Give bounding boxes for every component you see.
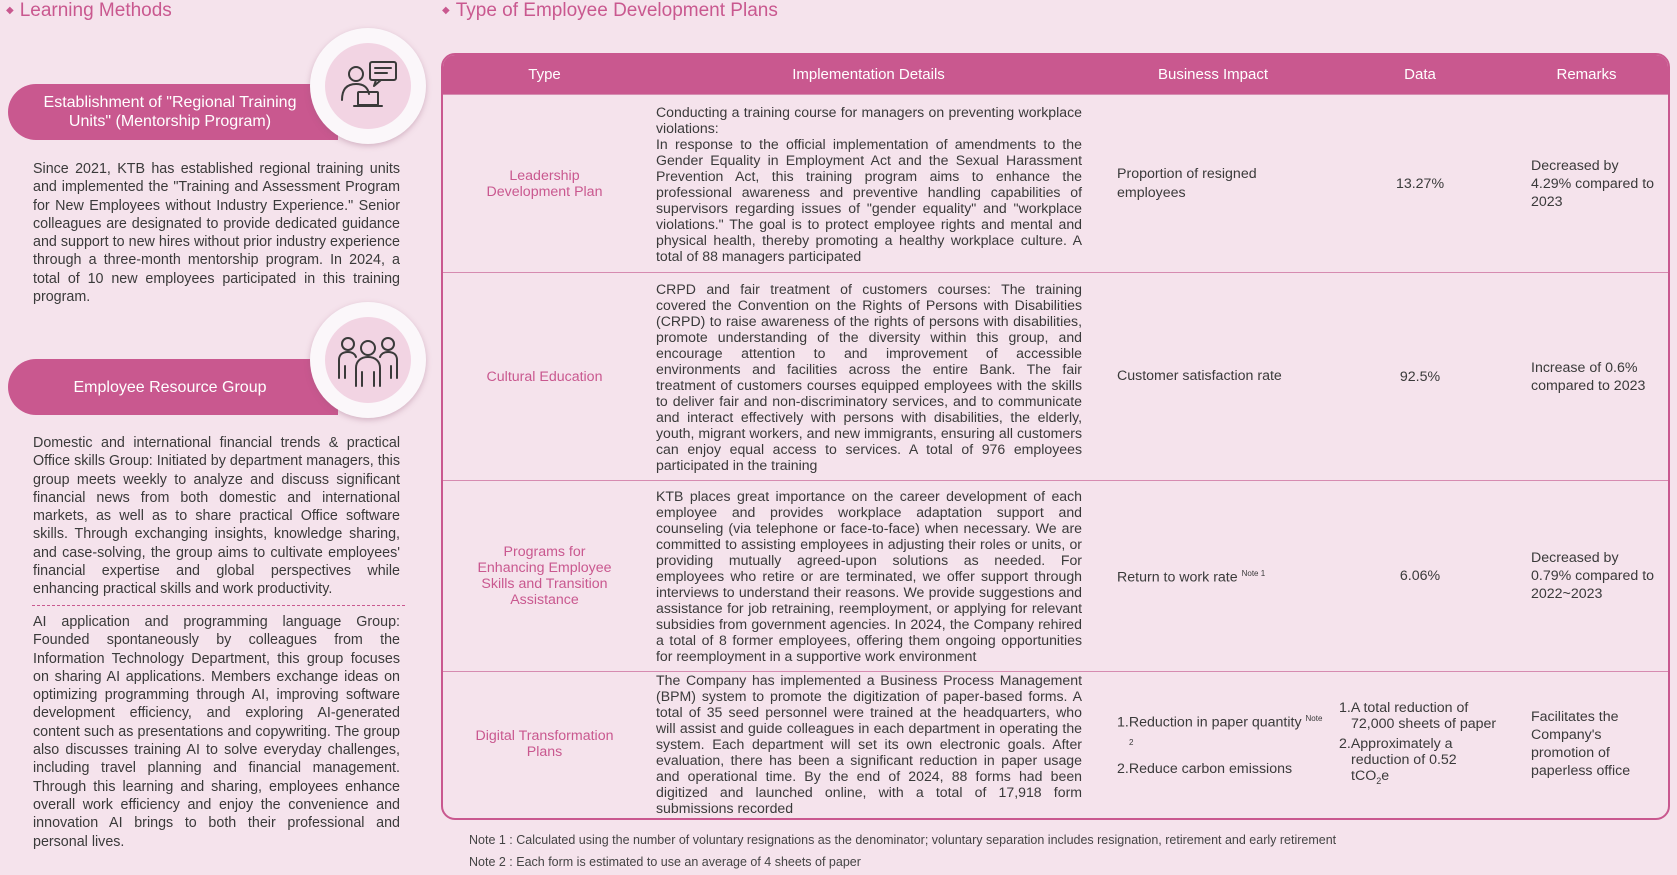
employee-resource-group-banner-text: Employee Resource Group [73, 378, 267, 396]
row-data [1335, 672, 1505, 817]
financial-group-description: Domestic and international financial trends & practical Office skills Group: Initiated by department managers, this group meets weekly to analyze and discuss significant financial news from both domestic and international markets, as well as to share practical Office software skills. Through exchanging insights, knowledge sharing, and case-solving, the group aims to cultivate employees' financial expertise and global perspectives while enhancing practical skills and work productivity. [33, 435, 400, 598]
impact-item [1117, 709, 1327, 756]
mentor-laptop-icon [336, 58, 400, 114]
row-type: Leadership Development Plan [443, 95, 646, 273]
data-item [1339, 736, 1497, 789]
learning-methods-title [6, 0, 172, 22]
employee-resource-group-banner [8, 359, 338, 415]
mentorship-banner-text: Establishment of "Regional Training Units" (Mentorship Program) [43, 94, 297, 130]
row-data: 13.27% [1335, 95, 1505, 273]
development-plans-table-container [441, 53, 1670, 820]
mentorship-icon-badge [310, 28, 426, 144]
row-type: Cultural Education [443, 273, 646, 481]
row-type: Programs for Enhancing Employee Skills and Transition Assistance [443, 481, 646, 672]
resource-group-icon-badge [310, 302, 426, 418]
mentorship-banner [8, 84, 338, 140]
row-data: 92.5% [1335, 273, 1505, 481]
mentorship-description: Since 2021, KTB has established regional training units and implemented the "Training and Assessment Program for New Employees without Industry Experience." Senior colleagues are designated to provide dedicated guidance and support to new hires without prior industry experience through a three-month mentorship program. In 2024, a total of 10 new employees participated in this training program. [33, 161, 400, 306]
footnote-1: Note 1 : Calculated using the number of voluntary resignations as the denominator; voluntary separation includes resignation, retirement and early retirement [469, 833, 1337, 847]
table-row [443, 672, 1668, 817]
row-remarks: Decreased by 4.29% compared to 2023 [1505, 95, 1668, 273]
row-details [646, 95, 1091, 273]
row-remarks: Facilitates the Company's promotion of paperless office [1505, 672, 1668, 817]
row-details: KTB places great importance on the career development of each employee and provides workplace adaptation support and counseling (via telephone or face-to-face) when necessary. We are committed to assisting employees in adjusting their roles or units, or providing mutually agreed-upon solutions as needed. For employees who retire or are terminated, we offer support through interviews to understand their reasons. We provide suggestions and assistance for job retraining, reemployment, or applying for relevant subsidies from government agencies. In 2024, the Company rehired a total of 8 former employees, offering them ongoing opportunities for reemployment in a supportive work environment [646, 481, 1091, 672]
learning-methods-title-text: Learning Methods [19, 0, 172, 21]
diamond-bullet-icon: ◆ [442, 5, 450, 16]
table-row [443, 481, 1668, 672]
header-type: Type [443, 55, 646, 95]
data-item [1339, 700, 1497, 732]
row-impact: Customer satisfaction rate [1091, 273, 1335, 481]
row-details: CRPD and fair treatment of customers courses: The training covered the Convention on the Rights of Persons with Disabilities (CRPD) to raise awareness of the rights of persons with disabilities, promote understanding of the diversity within this group, and encourage attention to and improvement of accessible environments and facilities across the entire Bank. The fair treatment of customers courses equipped employees with the skills to deliver fair and non-discriminatory services, and to communicate and interact effectively with persons with disabilities, the elderly, youth, migrant workers, and new immigrants, ensuring all customers can enjoy equal access to services. A total of 976 employees participated in the training [646, 273, 1091, 481]
development-plans-title [442, 0, 778, 22]
people-group-icon [336, 330, 400, 390]
data-item-text: 1.A total reduction of 72,000 sheets of paper [1339, 699, 1497, 732]
row-details: The Company has implemented a Business Process Management (BPM) system to promote the digitization of paper-based forms. A total of 35 seed personnel were trained at the headquarters, who will assist and guide colleagues in each department in operating the system. Each department will set its own electronic goals. After evaluation, there has been a significant reduction in paper usage and operational time. By the end of 2024, 88 forms had been digitized and launched online, with a total of 17,918 form submissions recorded [646, 672, 1091, 817]
development-plans-table [443, 55, 1668, 817]
header-implementation-details: Implementation Details [646, 55, 1091, 95]
row-impact-text: Return to work rate [1117, 569, 1238, 586]
header-business-impact: Business Impact [1091, 55, 1335, 95]
row-impact: Proportion of resigned employees [1091, 95, 1335, 273]
development-plans-title-text: Type of Employee Development Plans [455, 0, 778, 21]
row-remarks: Decreased by 0.79% compared to 2022~2023 [1505, 481, 1668, 672]
impact-item [1117, 760, 1327, 779]
data-item-text: 2.Approximately a reduction of 0.52 tCO [1339, 735, 1457, 784]
impact-item-text: 2.Reduce carbon emissions [1117, 761, 1293, 778]
diamond-bullet-icon: ◆ [6, 5, 14, 16]
note-1-ref: Note 1 [1241, 569, 1266, 579]
row-details-text: Conducting a training course for managers on preventing workplace violations: In response to the official implementation of amendments to the Gender Equality in Employment Act and the Sexual Harassment Prevention Act, this training program aims to enhance the professional awareness and preventive handling capabilities of supervisors regarding issues of "gender equality" and "workplace violations." The goal is to protect employee rights and mental and physical health, thereby promoting a healthy workplace culture. A total of 88 managers participated [656, 103, 1082, 264]
table-row [443, 273, 1668, 481]
ai-group-description: AI application and programming language Group: Founded spontaneously by colleagues from the Information Technology Department, this group focuses on sharing AI applications. Members exchange ideas on optimizing programming through AI, improving software development efficiency, and exploring AI-generated content such as presentations and copywriting. The group also discusses training AI to solve everyday challenges, including travel planning and financial management. Through this learning and sharing, employees enhance overall work efficiency and enjoy the convenience and innovation AI brings to both their professional and personal lives. [33, 614, 400, 850]
row-impact [1091, 481, 1335, 672]
note-2-ref: Note 2 [1129, 714, 1323, 747]
row-impact [1091, 672, 1335, 817]
dashed-divider [32, 605, 405, 606]
header-data: Data [1335, 55, 1505, 95]
footnote-2: Note 2 : Each form is estimated to use an average of 4 sheets of paper [469, 855, 861, 869]
row-data: 6.06% [1335, 481, 1505, 672]
data-item-suffix: e [1381, 767, 1390, 784]
row-remarks: Increase of 0.6% compared to 2023 [1505, 273, 1668, 481]
table-row [443, 95, 1668, 273]
co2-subscript: 2 [1376, 775, 1382, 786]
table-header-row [443, 55, 1668, 95]
impact-item-text: 1.Reduction in paper quantity [1117, 714, 1302, 731]
row-type: Digital Transformation Plans [443, 672, 646, 817]
header-remarks: Remarks [1505, 55, 1668, 95]
